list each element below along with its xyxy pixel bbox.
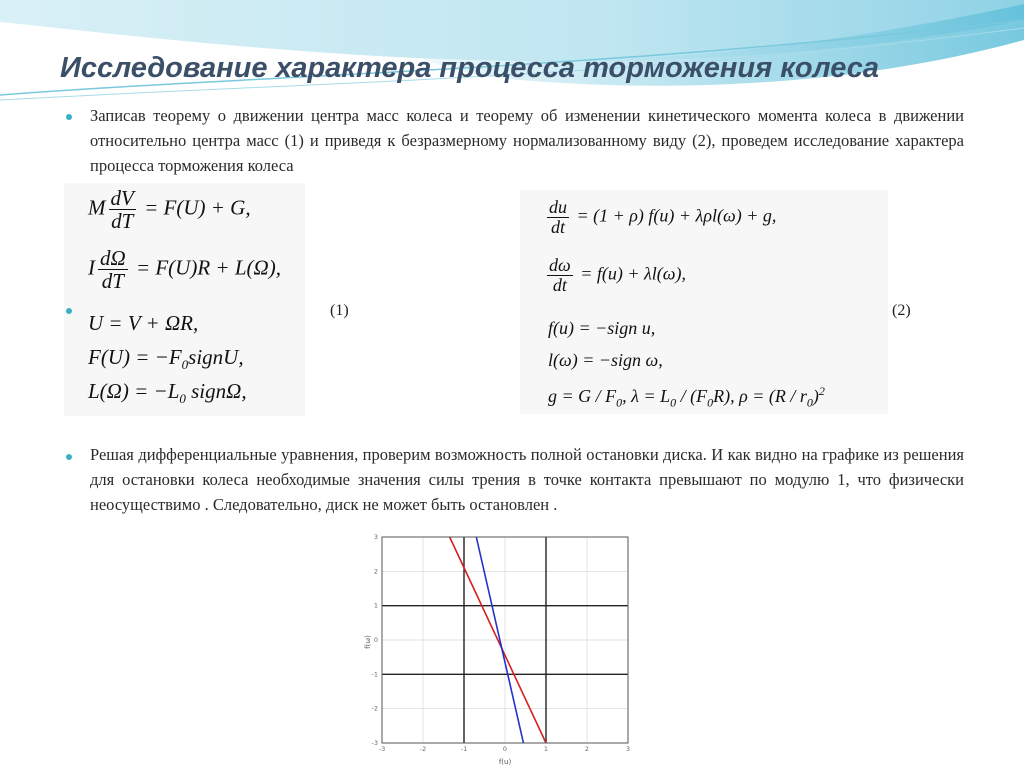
friction-chart bbox=[360, 530, 640, 767]
y-tick-label: 1 bbox=[373, 601, 378, 610]
bullet-dot bbox=[66, 114, 72, 120]
x-tick-label: 2 bbox=[584, 745, 590, 753]
y-tick-label: -1 bbox=[371, 670, 378, 679]
x-tick-label: -2 bbox=[419, 745, 427, 753]
bullet-dot bbox=[66, 454, 72, 460]
x-tick-label: 1 bbox=[543, 745, 549, 753]
slide-title: Исследование характера процесса торможения колеса bbox=[60, 52, 880, 84]
x-tick-label: 3 bbox=[625, 745, 631, 753]
equation-number-1: (1) bbox=[330, 302, 349, 319]
x-axis-label: f(u) bbox=[498, 758, 512, 766]
conclusion-paragraph: Решая дифференциальные уравнения, проверим возможность полной остановки диска. И как видно на графике из решения для остановки колеса необходимые значения силы трения в точке контакта превышают по модулю 1, что физически неосуществимо . Следовательно, диск не может быть остановлен . bbox=[90, 445, 964, 514]
y-axis-label: f(ω) bbox=[364, 635, 372, 649]
intro-paragraph: Записав теорему о движении центра масс колеса и теорему об изменении кинетического момента колеса в движении относительно центра масс (1) и приведя к безразмерному нормализованному виду (2), проведем исследование характера процесса торможения колеса bbox=[90, 106, 964, 175]
x-tick-label: -1 bbox=[460, 745, 468, 753]
bullet-dot bbox=[66, 308, 72, 314]
y-tick-label: -3 bbox=[371, 739, 378, 747]
equation-system-2: $\frac{du}{dt}$ = (1 + ρ) f(u) + λρl(ω) + g, $\frac{d\omega}{dt}$ = f(u) + λl(ω), f(u) = −sign u, l(ω) = −sign ω, $g = G / F_0$, $\lambda = L_0 / (F_0R)$, $\rho = (R / r_0)^2$ bbox=[520, 190, 888, 414]
y-tick-label: -2 bbox=[371, 704, 378, 713]
y-tick-label: 2 bbox=[373, 567, 378, 576]
equation-system-1: M $\frac{dV}{dT}$ = F(U) + G, I $\frac{d\Omega}{dT}$ = F(U)R + L(Ω), U = V + ΩR, $F(U) = -F_0signU$, $L(\Omega) = -L_0$ signΩ, bbox=[64, 183, 305, 416]
y-tick-label: 3 bbox=[373, 533, 378, 541]
y-tick-label: 0 bbox=[373, 636, 378, 644]
x-tick-label: 0 bbox=[502, 745, 508, 753]
x-tick-label: -3 bbox=[378, 745, 386, 753]
equation-number-2: (2) bbox=[892, 302, 911, 319]
